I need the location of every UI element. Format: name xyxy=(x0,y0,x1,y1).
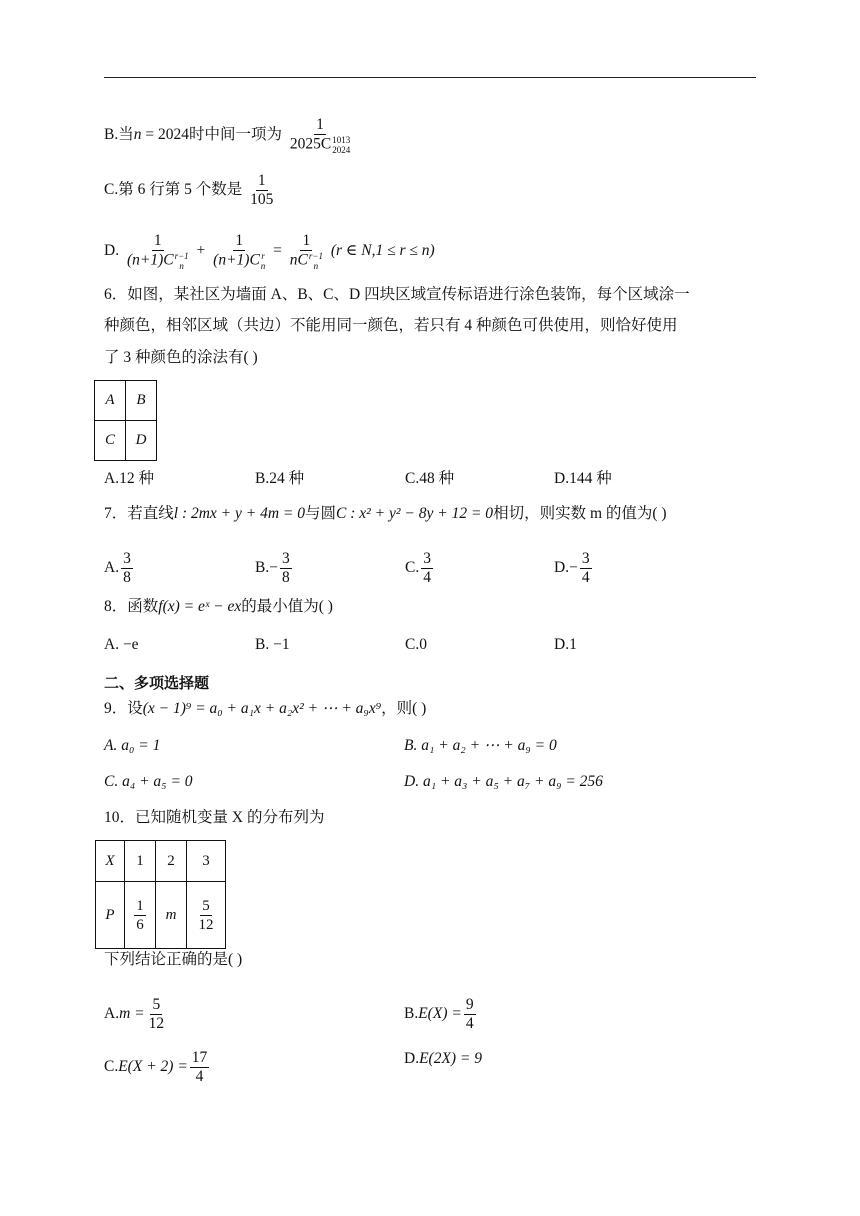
q9-option-b[interactable]: B. a₁ + a₂ + ⋯ + a₉ = 0 xyxy=(404,737,557,754)
q10-option-d[interactable]: D.E(2X) = 9 xyxy=(404,1050,483,1067)
q10-option-b[interactable]: B.E(X) = $\frac{9}{4}$ xyxy=(404,996,474,1032)
q6-option-c[interactable]: C.48 种 xyxy=(405,470,455,487)
fraction: 1 (n+1)C r n xyxy=(213,232,266,271)
q6-stem-line2: 种颜色，相邻区域（共边）不能用同一颜色，若只有 4 种颜色可供使用，则恰好使用 xyxy=(104,317,678,334)
fraction: $\frac{1}{105}$ xyxy=(250,172,274,208)
fraction: 1 2025C 1013 2024 xyxy=(289,116,351,155)
p3-cell: $\frac{5}{12}$ xyxy=(187,882,226,949)
header-rule xyxy=(104,77,756,78)
q10-distribution-table: X 1 2 3 P $\frac{1}{6}$ m $\frac{5}{12}$ xyxy=(95,840,226,949)
q9-option-d[interactable]: D. a₁ + a₃ + a₅ + a₇ + a₉ = 256 xyxy=(404,773,603,790)
q7-option-d[interactable]: D.− $\frac{3}{4}$ xyxy=(554,550,590,586)
p2-cell: m xyxy=(156,882,187,949)
q7-stem: 7．若直线l : 2mx + y + 4m = 0与圆C : x² + y² − 8y + 12 = 0相切，则实数 m 的值为( ) xyxy=(104,505,667,522)
q7-option-a[interactable]: A. $\frac{3}{8}$ xyxy=(104,550,131,586)
region-d: D xyxy=(126,421,157,461)
q7-option-c[interactable]: C. $\frac{3}{4}$ xyxy=(405,550,431,586)
q10-after: 下列结论正确的是( ) xyxy=(104,951,243,968)
region-b: B xyxy=(126,381,157,421)
q7-option-b[interactable]: B.− $\frac{3}{8}$ xyxy=(255,550,290,586)
q10-option-c[interactable]: C.E(X + 2) = $\frac{17}{4}$ xyxy=(104,1049,208,1085)
q9-stem: 9．设(x − 1)⁹ = a₀ + a₁x + a₂x² + ⋯ + a₉x⁹，则( ) xyxy=(104,700,427,717)
q8-option-c[interactable]: C.0 xyxy=(405,636,427,653)
fraction: 1 nC r−1 n xyxy=(289,232,323,271)
q8-stem: 8．函数f(x) = eˣ − ex的最小值为( ) xyxy=(104,598,333,615)
q6-stem-line3: 了 3 种颜色的涂法有( ) xyxy=(104,349,258,366)
q9-option-a[interactable]: A. a₀ = 1 xyxy=(104,737,161,754)
q6-option-d[interactable]: D.144 种 xyxy=(554,470,612,487)
q10-option-a[interactable]: A.m = $\frac{5}{12}$ xyxy=(104,996,165,1032)
q9-option-c[interactable]: C. a₄ + a₅ = 0 xyxy=(104,773,193,790)
q6-stem-line1: 6．如图，某社区为墙面 A、B、C、D 四块区域宣传标语进行涂色装饰，每个区域涂一 xyxy=(104,286,690,303)
q6-option-a[interactable]: A.12 种 xyxy=(104,470,154,487)
region-a: A xyxy=(95,381,126,421)
q6-option-b[interactable]: B.24 种 xyxy=(255,470,305,487)
q5-option-b[interactable]: B.当n = 2024时中间一项为 1 2025C 1013 2024 xyxy=(104,116,351,155)
q10-stem: 10．已知随机变量 X 的分布列为 xyxy=(104,809,325,826)
region-c: C xyxy=(95,421,126,461)
q8-option-b[interactable]: B. −1 xyxy=(255,636,290,653)
q5-option-c[interactable]: C.第 6 行第 5 个数是 $\frac{1}{105}$ xyxy=(104,172,274,208)
q8-option-a[interactable]: A. −e xyxy=(104,636,139,653)
p1-cell: $\frac{1}{6}$ xyxy=(125,882,156,949)
section-heading: 二、多项选择题 xyxy=(104,674,210,692)
q6-region-grid xyxy=(94,380,157,461)
q5-option-d[interactable]: D. 1 (n+1)C r−1 n + 1 (n+1)C r n = 1 nC r−1 n (r ∈ N,1 ≤ r ≤ n) xyxy=(104,232,435,271)
fraction: 1 (n+1)C r−1 n xyxy=(126,232,189,271)
q8-option-d[interactable]: D.1 xyxy=(554,636,577,653)
